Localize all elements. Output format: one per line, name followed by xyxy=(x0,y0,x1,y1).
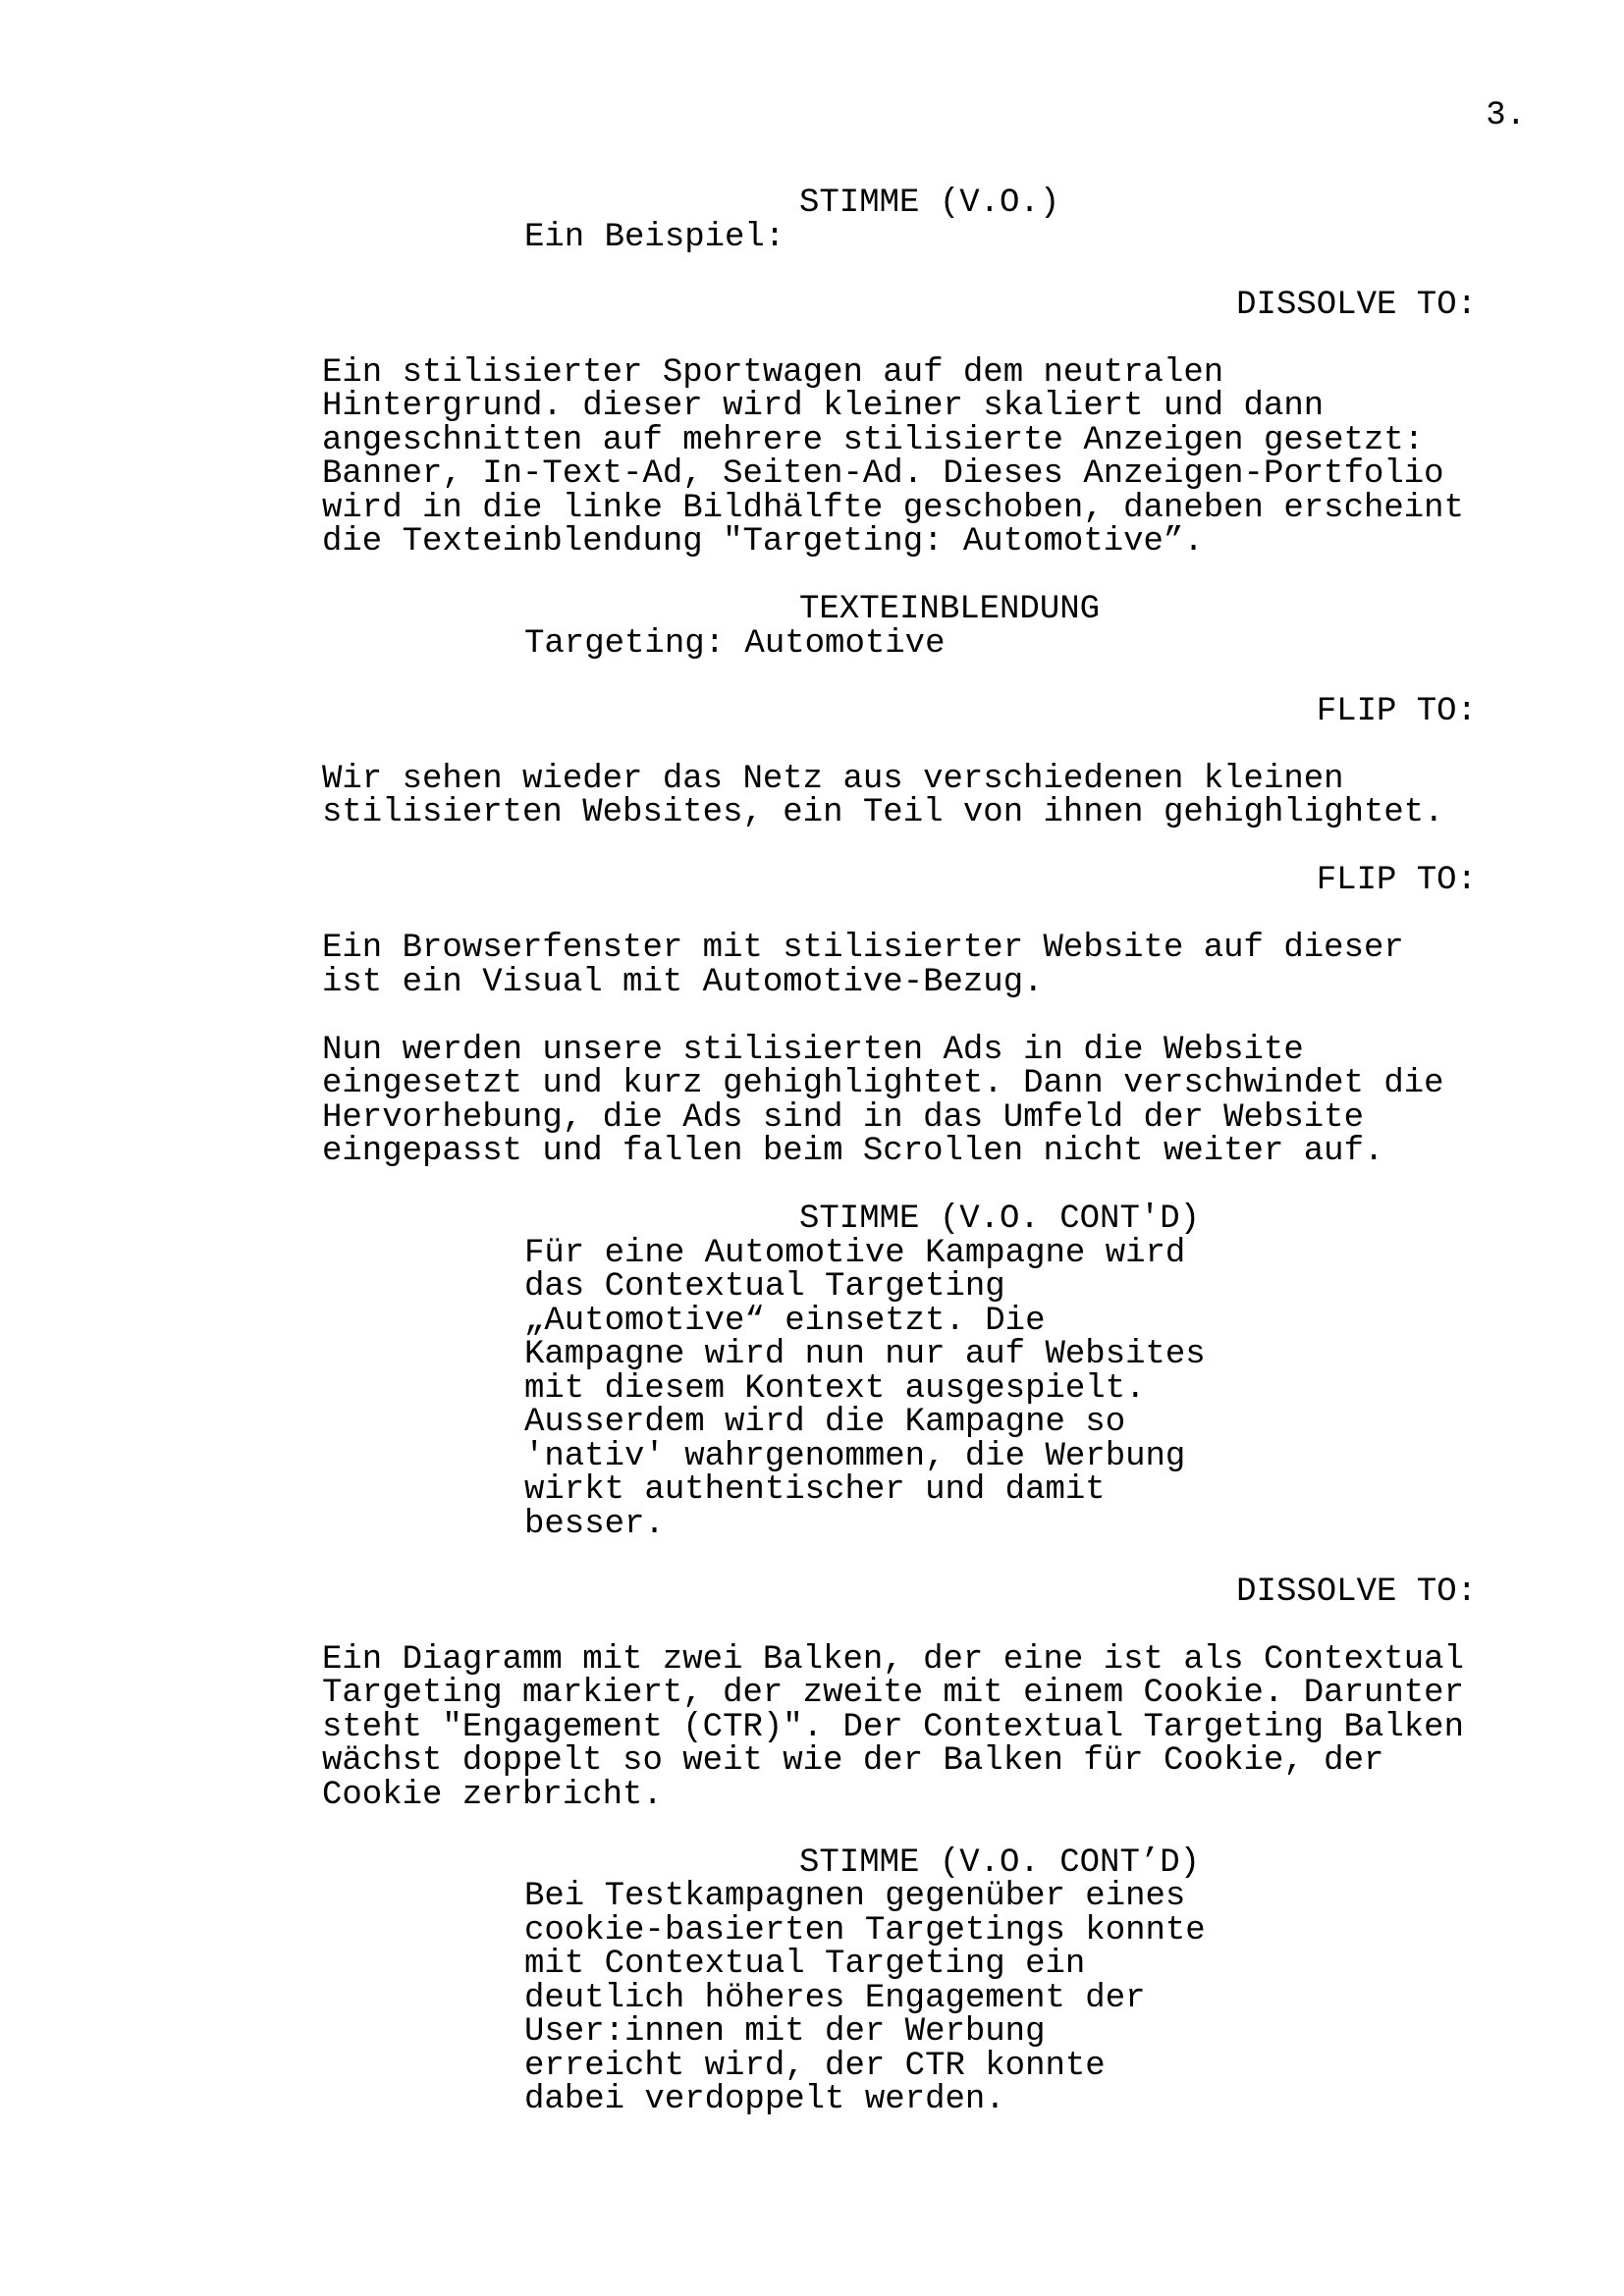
transition: FLIP TO: xyxy=(1316,862,1477,899)
dialogue-line: Bei Testkampagnen gegenüber eines xyxy=(524,1878,1186,1915)
action-line: Nun werden unsere stilisierten Ads in die Website xyxy=(322,1032,1304,1069)
character-cue: STIMME (V.O. CONT’D) xyxy=(799,1844,1201,1882)
dialogue-line: mit diesem Kontext ausgespielt. xyxy=(524,1370,1146,1408)
action-line: die Texteinblendung "Targeting: Automotive”. xyxy=(322,523,1204,561)
action-line: Hervorhebung, die Ads sind in das Umfeld der Website xyxy=(322,1099,1364,1137)
character-cue: STIMME (V.O.) xyxy=(799,185,1060,222)
dialogue-line: das Contextual Targeting xyxy=(524,1268,1005,1306)
dialogue-line: Für eine Automotive Kampagne wird xyxy=(524,1235,1186,1272)
dialogue-line: 'nativ' wahrgenommen, die Werbung xyxy=(524,1438,1186,1475)
action-line: wird in die linke Bildhälfte geschoben, daneben erscheint xyxy=(322,490,1464,527)
dialogue-line: besser. xyxy=(524,1506,665,1543)
action-line: ist ein Visual mit Automotive-Bezug. xyxy=(322,964,1044,1001)
character-cue: TEXTEINBLENDUNG xyxy=(799,591,1101,628)
dialogue-line: erreicht wird, der CTR konnte xyxy=(524,2048,1106,2085)
dialogue-line: Ausserdem wird die Kampagne so xyxy=(524,1404,1126,1441)
dialogue-line: Targeting: Automotive xyxy=(524,625,946,663)
action-line: Banner, In-Text-Ad, Seiten-Ad. Dieses Anzeigen-Portfolio xyxy=(322,455,1444,493)
dialogue-line: cookie-basierten Targetings konnte xyxy=(524,1912,1206,1949)
dialogue-line: User:innen mit der Werbung xyxy=(524,2013,1046,2051)
dialogue-line: mit Contextual Targeting ein xyxy=(524,1946,1086,1983)
action-line: eingepasst und fallen beim Scrollen nicht weiter auf. xyxy=(322,1133,1384,1170)
action-line: angeschnitten auf mehrere stilisierte Anzeigen gesetzt: xyxy=(322,422,1425,459)
transition: FLIP TO: xyxy=(1316,693,1477,730)
dialogue-line: Ein Beispiel: xyxy=(524,219,785,256)
transition: DISSOLVE TO: xyxy=(1236,287,1477,324)
action-line: Ein Browserfenster mit stilisierter Website auf dieser xyxy=(322,930,1404,967)
action-line: Targeting markiert, der zweite mit einem Cookie. Darunter xyxy=(322,1675,1464,1712)
action-line: Ein stilisierter Sportwagen auf dem neutralen xyxy=(322,354,1224,392)
transition: DISSOLVE TO: xyxy=(1236,1574,1477,1611)
action-line: stilisierten Websites, ein Teil von ihnen gehighlightet. xyxy=(322,794,1444,831)
action-line: steht "Engagement (CTR)". Der Contextual Targeting Balken xyxy=(322,1709,1464,1746)
action-line: Hintergrund. dieser wird kleiner skaliert und dann xyxy=(322,388,1325,425)
action-line: Wir sehen wieder das Netz aus verschiedenen kleinen xyxy=(322,761,1344,798)
dialogue-line: deutlich höheres Engagement der xyxy=(524,1980,1146,2017)
character-cue: STIMME (V.O. CONT'D) xyxy=(799,1201,1201,1238)
dialogue-line: Kampagne wird nun nur auf Websites xyxy=(524,1336,1206,1373)
action-line: Cookie zerbricht. xyxy=(322,1777,663,1814)
action-line: Ein Diagramm mit zwei Balken, der eine ist als Contextual xyxy=(322,1641,1464,1679)
action-line: wächst doppelt so weit wie der Balken für Cookie, der xyxy=(322,1742,1384,1780)
page-number: 3. xyxy=(1486,97,1526,134)
action-line: eingesetzt und kurz gehighlightet. Dann verschwindet die xyxy=(322,1065,1444,1102)
dialogue-line: wirkt authentischer und damit xyxy=(524,1471,1106,1509)
dialogue-line: dabei verdoppelt werden. xyxy=(524,2081,1005,2118)
dialogue-line: „Automotive“ einsetzt. Die xyxy=(524,1303,1046,1340)
